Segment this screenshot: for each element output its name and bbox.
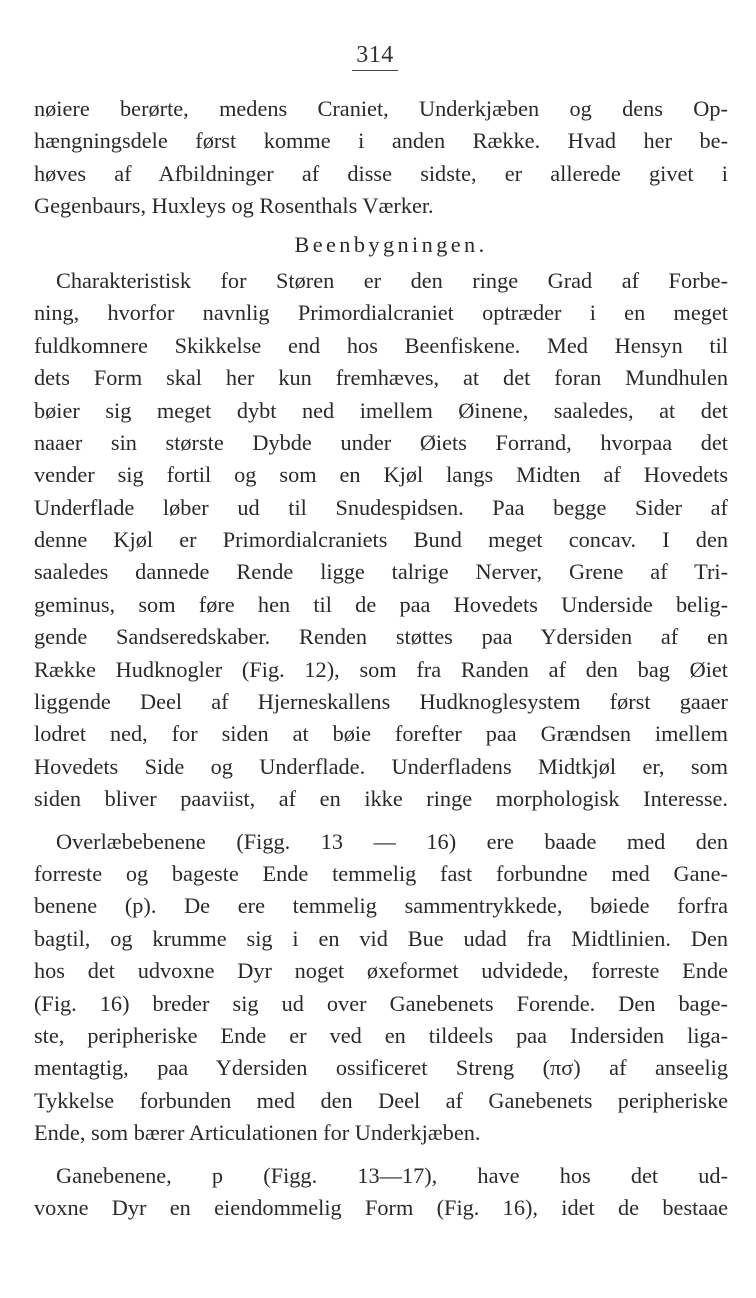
text-line: dets Form skal her kun fremhæves, at det foran Mundhulen — [34, 365, 728, 391]
text-line: vender sig fortil og som en Kjøl langs Midten af Hovedets — [34, 462, 728, 488]
text-line: Ende, som bærer Articulationen for Underkjæben. — [34, 1120, 481, 1146]
text-line: Charakteristisk for Støren er den ringe Grad af Forbe- — [56, 267, 728, 293]
text-line: liggende Deel af Hjerneskallens Hudknoglesystem først gaaer — [34, 689, 728, 715]
text-line: bøier sig meget dybt ned imellem Øinene, saaledes, at det — [34, 397, 728, 423]
text-line: voxne Dyr en eiendommelig Form (Fig. 16), idet de bestaae — [34, 1194, 728, 1220]
text-line: mentagtig, paa Ydersiden ossificeret Streng (πσ) af anseelig — [34, 1055, 728, 1081]
text-line: hos det udvoxne Dyr noget øxeformet udvidede, forreste Ende — [34, 958, 728, 984]
page-number-text: 314 — [352, 42, 398, 71]
text-line: høves af Afbildninger af disse sidste, er allerede givet i — [34, 160, 728, 186]
text-line: benene (p). De ere temmelig sammentrykkede, bøiede forfra — [34, 893, 728, 919]
text-line: (Fig. 16) breder sig ud over Ganebenets Forende. Den bage- — [34, 990, 728, 1016]
text-line: bagtil, og krumme sig i en vid Bue udad fra Midtlinien. Den — [34, 925, 728, 951]
paragraph-intro-continued — [34, 93, 728, 223]
text-line: siden bliver paaviist, af en ikke ringe morphologisk Interesse. — [34, 786, 728, 812]
body-text — [34, 93, 728, 1224]
text-line: naaer sin største Dybde under Øiets Forrand, hvorpaa det — [34, 429, 728, 455]
paragraph-upper-lip-bones — [34, 826, 728, 1150]
paragraph-skeleton — [34, 265, 728, 816]
text-line: denne Kjøl er Primordialcraniets Bund meget concav. I den — [34, 527, 728, 553]
text-line: fuldkomnere Skikkelse end hos Beenfiskene. Med Hensyn til — [34, 332, 728, 358]
text-line: Tykkelse forbunden med den Deel af Ganebenets peripheriske — [34, 1087, 728, 1113]
text-line: forreste og bageste Ende temmelig fast forbundne med Gane- — [34, 860, 728, 886]
text-line: Gegenbaurs, Huxleys og Rosenthals Værker. — [34, 193, 434, 219]
text-line: Overlæbebenene (Figg. 13 — 16) ere baade med den — [56, 828, 728, 854]
text-line: geminus, som føre hen til de paa Hovedets Underside belig- — [34, 591, 728, 617]
text-line: nøiere berørte, medens Craniet, Underkjæben og dens Op- — [34, 96, 728, 121]
text-line: gende Sandseredskaber. Renden støttes paa Ydersiden af en — [34, 624, 728, 650]
text-line: ning, hvorfor navnlig Primordialcraniet optræder i en meget — [34, 300, 728, 326]
text-line: lodret ned, for siden at bøie forefter paa Grændsen imellem — [34, 721, 728, 747]
text-line: Ganebenene, p (Figg. 13—17), have hos det ud- — [56, 1162, 728, 1188]
text-line: ste, peripheriske Ende er ved en tildeels paa Indersiden liga- — [34, 1022, 728, 1048]
text-line: Række Hudknogler (Fig. 12), som fra Randen af den bag Øiet — [34, 656, 728, 682]
text-line: hængningsdele først komme i anden Række. Hvad her be- — [34, 128, 728, 154]
paragraph-palatine-bones — [34, 1160, 728, 1225]
text-line: Hovedets Side og Underflade. Underfladens Midtkjøl er, som — [34, 753, 728, 779]
text-line: Underflade løber ud til Snudespidsen. Paa begge Sider af — [34, 494, 728, 520]
section-heading: Beenbygningen. — [294, 231, 488, 257]
text-line: saaledes dannede Rende ligge talrige Nerver, Grene af Tri- — [34, 559, 728, 585]
page-number — [0, 42, 756, 71]
